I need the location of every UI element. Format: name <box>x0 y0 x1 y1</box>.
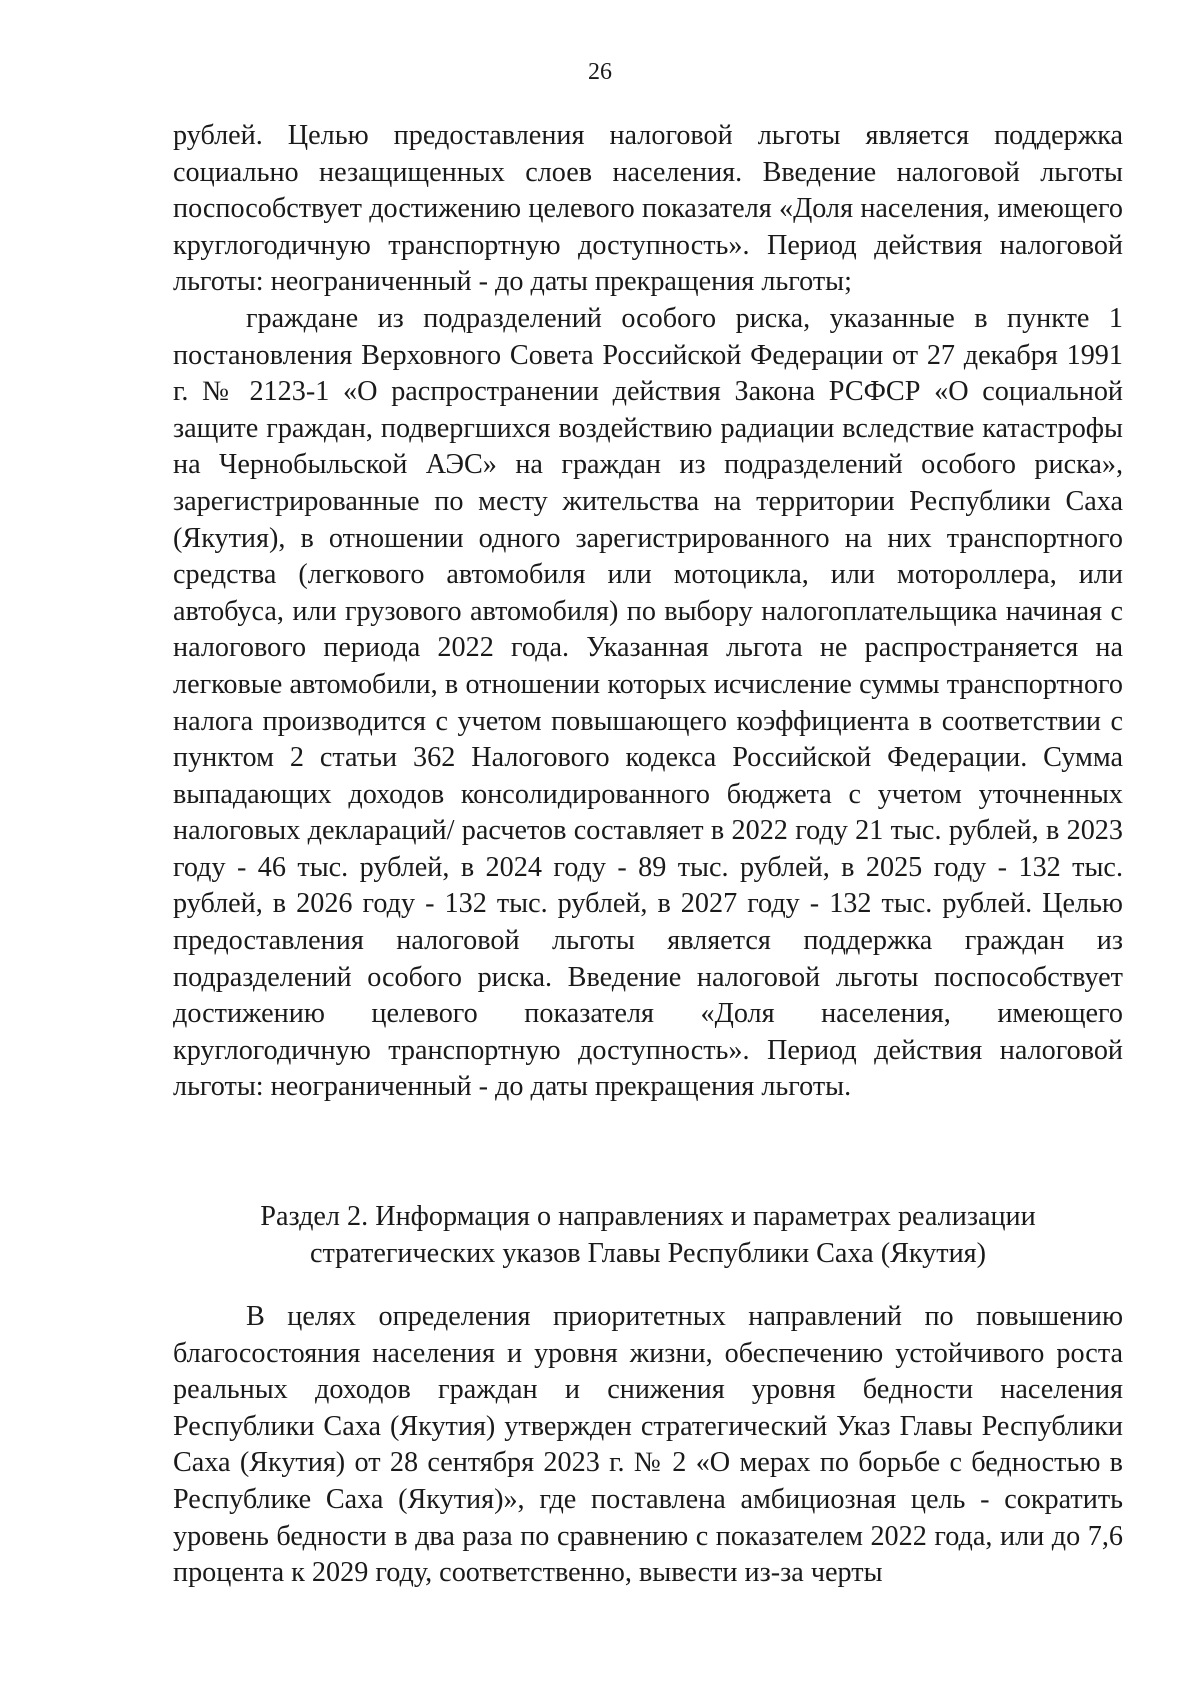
paragraph-special-risk-citizens: граждане из подразделений особого риска, указанные в пункте 1 постановления Верховного Совета Российской Федерации от 27 декабря 1991 г. № 2123-1 «О распространении действия Закона РСФСР «О социальной защите граждан, подвергшихся воздействию радиации вследствие катастрофы на Чернобыльской АЭС» на граждан из подразделений особого риска», зарегистрированные по месту жительства на территории Республики Саха (Якутия), в отношении одного зарегистрированного на них транспортного средства (легкового автомобиля или мотоцикла, или мотороллера, или автобуса, или грузового автомобиля) по выбору налогоплательщика начиная с налогового периода 2022 года. Указанная льгота не распространяется на легковые автомобили, в отношении которых исчисление суммы транспортного налога производится с учетом повышающего коэффициента в соответствии с пунктом 2 статьи 362 Налогового кодекса Российской Федерации. Сумма выпадающих доходов консолидированного бюджета с учетом уточненных налоговых деклараций/ расчетов составляет в 2022 году 21 тыс. рублей, в 2023 году - 46 тыс. рублей, в 2024 году - 89 тыс. рублей, в 2025 году - 132 тыс. рублей, в 2026 году - 132 тыс. рублей, в 2027 году - 132 тыс. рублей. Целью предоставления налоговой льготы является поддержка граждан из подразделений особого риска. Введение налоговой льготы поспособствует достижению целевого показателя «Доля населения, имеющего круглогодичную транспортную доступность». Период действия налоговой льготы: неограниченный - до даты прекращения льготы. <box>173 302 1123 1103</box>
section-heading <box>173 1199 1123 1272</box>
body-text-bottom <box>173 1299 1123 1592</box>
section-heading-line-2: стратегических указов Главы Республики Саха (Якутия) <box>309 1237 987 1269</box>
page-number: 26 <box>588 59 612 85</box>
body-text-top <box>173 118 1123 1106</box>
paragraph-poverty-decree: В целях определения приоритетных направлений по повышению благосостояния населения и уровня жизни, обеспечению устойчивого роста реальных доходов граждан и снижения уровня бедности населения Республики Саха (Якутия) утвержден стратегический Указ Главы Республики Саха (Якутия) от 28 сентября 2023 г. № 2 «О мерах по борьбе с бедностью в Республике Саха (Якутия)», где поставлена амбициозная цель - сократить уровень бедности в два раза по сравнению с показателем 2022 года, или до 7,6 процента к 2029 году, соответственно, вывести из-за черты <box>173 1301 1123 1589</box>
section-heading-line-1: Раздел 2. Информация о направлениях и параметрах реализации <box>260 1201 1036 1232</box>
paragraph-tax-benefit-continuation: рублей. Целью предоставления налоговой льготы является поддержка социально незащищенных слоев населения. Введение налоговой льготы поспособствует достижению целевого показателя «Доля населения, имеющего круглогодичную транспортную доступность». Период действия налоговой льготы: неограниченный - до даты прекращения льготы; <box>173 120 1123 298</box>
